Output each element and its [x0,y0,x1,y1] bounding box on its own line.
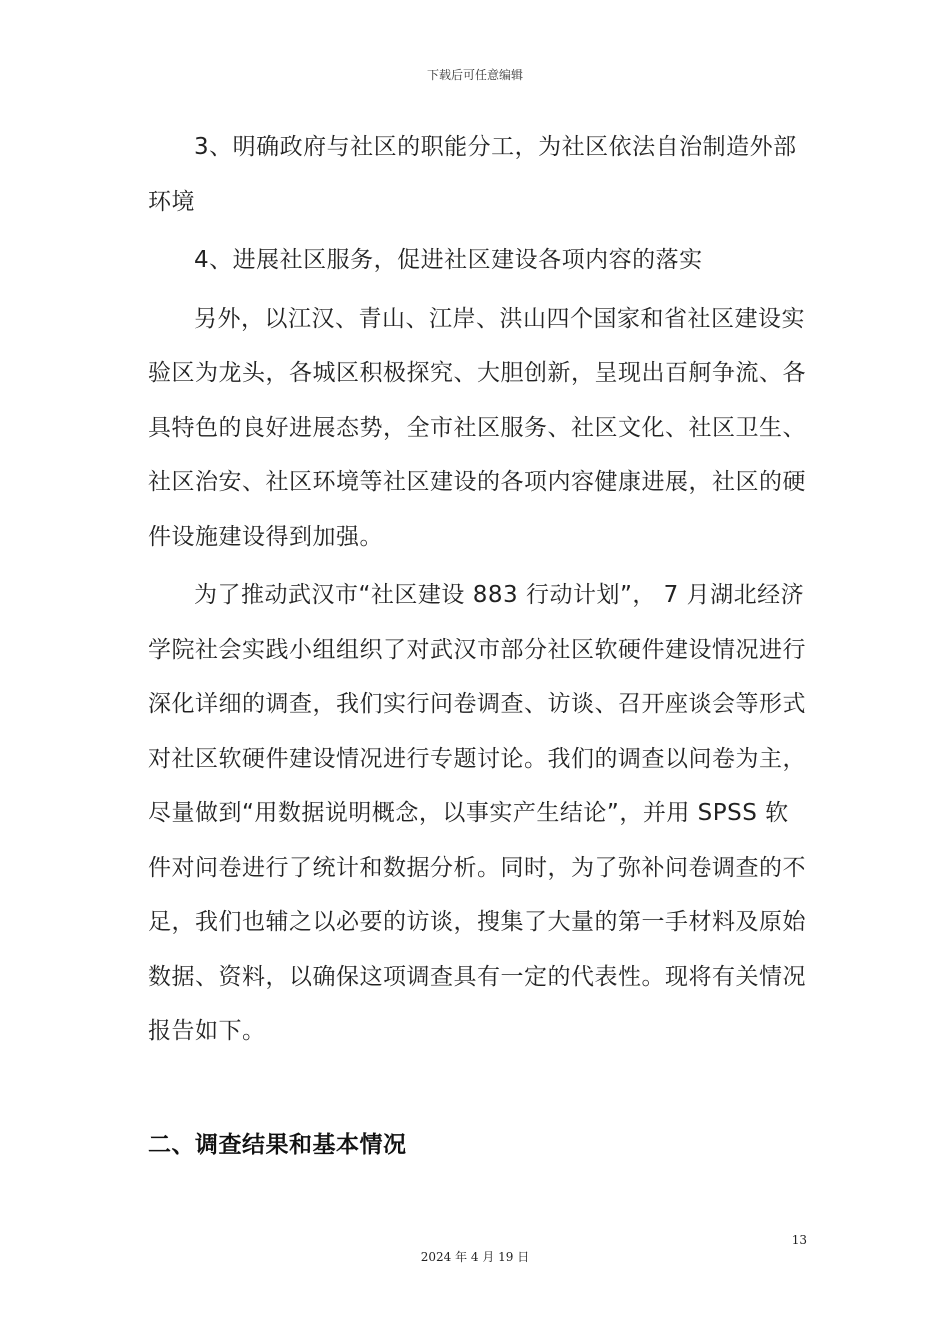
section-heading: 二、调查结果和基本情况 [148,1132,407,1158]
paragraph-experiment-zones: 另外，以江汉、青山、江岸、洪山四个国家和省社区建设实验区为龙头，各城区积极探究、大胆创新，呈现出百舸争流、各具特色的良好进展态势，全市社区服务、社区文化、社区卫生、社区治安、社区环境等社区建设的各项内容健康进展，社区的硬件设施建设得到加强。 [148,305,806,550]
paragraph-survey-description: 为了推动武汉市“社区建设 883 行动计划”， 7 月湖北经济学院社会实践小组组织了对武汉市部分社区软硬件建设情况进行深化详细的调查，我们实行问卷调查、访谈、召开座谈会等形式对社区软硬件建设情况进行专题讨论。我们的调查以问卷为主，尽量做到“用数据说明概念，以事实产生结论”，并用 SPSS 软件对问卷进行了统计和数据分析。同时，为了弥补问卷调查的不足，我们也辅之以必要的访谈，搜集了大量的第一手材料及原始数据、资料，以确保这项调查具有一定的代表性。现将有关情况报告如下。 [148,582,806,1044]
paragraph-item-4: 4、进展社区服务，促进社区建设各项内容的落实 [194,247,703,273]
document-body [148,120,808,1059]
footer-date: 2024 年 4 月 19 日 [420,1250,530,1264]
page-number: 13 [791,1233,807,1247]
page-header: 下载后可任意编辑 [426,68,523,82]
paragraph-item-3: 3、明确政府与社区的职能分工，为社区依法自治制造外部环境 [148,134,797,215]
